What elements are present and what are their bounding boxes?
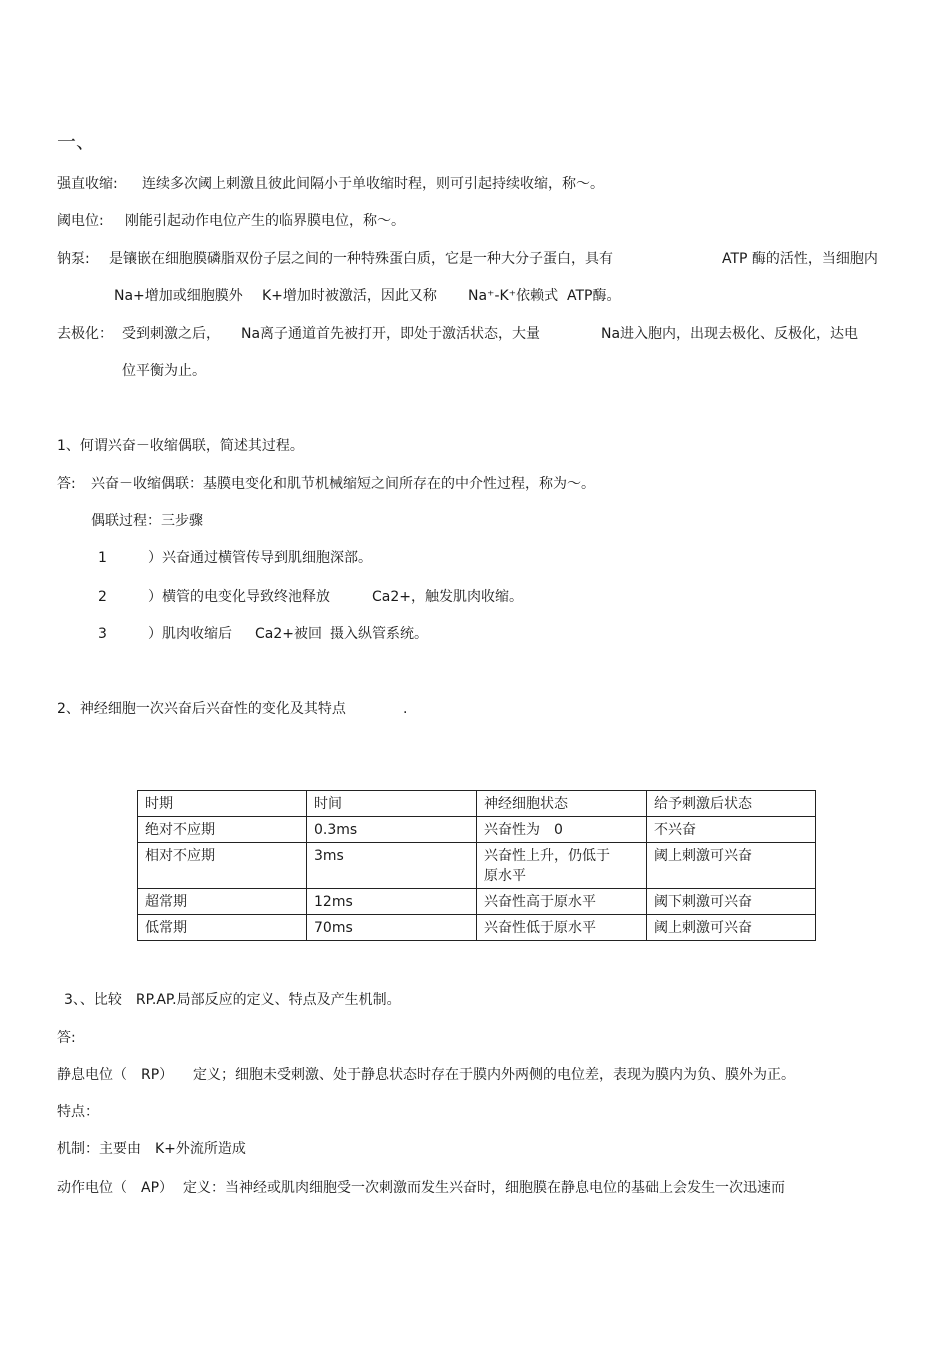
rp-definition: 定义；细胞未受刺激、处于静息状态时存在于膜内外两侧的电位差，表现为膜内为负、膜外为正。: [193, 1067, 795, 1083]
table-cell: 兴奋性为 0: [477, 817, 647, 843]
ap-definition: 定义：当神经或肌肉细胞受一次刺激而发生兴奋时，细胞膜在静息电位的基础上会发生一次迅速而: [183, 1180, 785, 1196]
mechanism-text: 机制：主要由 K+外流所造成: [57, 1141, 246, 1157]
table-cell: 超常期: [138, 889, 307, 915]
definition-pump-line2-b: K+增加时被激活，因此又称: [262, 288, 437, 304]
step-3-text-b: Ca2+被回: [255, 626, 322, 642]
term-tetanus: 强直收缩:: [57, 176, 118, 192]
table-header-cell: 神经细胞状态: [477, 791, 647, 817]
table-cell: 兴奋性高于原水平: [477, 889, 647, 915]
ap-label: 动作电位（ AP）: [57, 1180, 174, 1196]
table-cell: 阈上刺激可兴奋: [647, 915, 816, 941]
table-header-cell: 时期: [138, 791, 307, 817]
rp-label: 静息电位（ RP）: [57, 1067, 174, 1083]
definition-pump-line1: 是镶嵌在细胞膜磷脂双份子层之间的一种特殊蛋白质，它是一种大分子蛋白，具有: [109, 251, 613, 267]
term-threshold: 阈电位:: [57, 213, 104, 229]
table-cell: 绝对不应期: [138, 817, 307, 843]
question-1: 1、何谓兴奋－收缩偶联，简述其过程。: [57, 438, 304, 454]
table-cell: 不兴奋: [647, 817, 816, 843]
definition-threshold: 刚能引起动作电位产生的临界膜电位，称～。: [125, 213, 405, 229]
table-cell: 阈上刺激可兴奋: [647, 843, 816, 889]
table-cell: 阈下刺激可兴奋: [647, 889, 816, 915]
step-2-number: 2: [98, 589, 107, 605]
question-3: 3、、比较 RP.AP.局部反应的定义、特点及产生机制。: [64, 992, 401, 1008]
definition-depol-line1-a: 受到刺激之后，: [122, 326, 220, 342]
section-title: 一、: [57, 131, 96, 153]
question-2: 2、神经细胞一次兴奋后兴奋性的变化及其特点: [57, 701, 346, 717]
answer-1-label: 答:: [57, 476, 76, 492]
definition-tetanus: 连续多次阈上刺激且彼此间隔小于单收缩时程，则可引起持续收缩，称～。: [142, 176, 604, 192]
term-depolarization: 去极化：: [57, 326, 113, 342]
question-2-period: .: [403, 701, 408, 717]
definition-pump-line2-c: Na⁺-K⁺依赖式: [468, 288, 559, 304]
table-cell: 12ms: [307, 889, 477, 915]
definition-pump-line2-a: Na+增加或细胞膜外: [114, 288, 243, 304]
table-row: [138, 843, 816, 889]
definition-pump-line1-b: ATP 酶的活性，当细胞内: [722, 251, 878, 267]
step-1-text: ）兴奋通过横管传导到肌细胞深部。: [148, 550, 372, 566]
definition-depol-line1-b: Na离子通道首先被打开，即处于激活状态，大量: [241, 326, 541, 342]
step-2-text-b: Ca2+，触发肌肉收缩。: [372, 589, 523, 605]
step-1-number: 1: [98, 550, 107, 566]
feature-label: 特点：: [57, 1104, 99, 1120]
table-cell: [477, 843, 647, 889]
table-cell: 0.3ms: [307, 817, 477, 843]
table-row: [138, 915, 816, 941]
term-pump: 钠泵:: [57, 251, 90, 267]
step-2-text-a: ）横管的电变化导致终池释放: [148, 589, 330, 605]
table-header-cell: 时间: [307, 791, 477, 817]
definition-depol-line2: 位平衡为止。: [122, 363, 206, 379]
process-label: 偶联过程：三步骤: [91, 513, 203, 529]
excitability-table: [137, 790, 816, 941]
table-row: [138, 817, 816, 843]
step-3-text-c: 摄入纵管系统。: [330, 626, 428, 642]
table-cell: 3ms: [307, 843, 477, 889]
table-row: [138, 889, 816, 915]
table-cell: 相对不应期: [138, 843, 307, 889]
table-cell: 70ms: [307, 915, 477, 941]
definition-pump-line2-d: ATP酶。: [567, 288, 621, 304]
table-cell-line: 原水平: [484, 868, 526, 884]
table-header-row: [138, 791, 816, 817]
definition-depol-line1-c: Na进入胞内，出现去极化、反极化，达电: [601, 326, 859, 342]
step-3-text-a: ）肌肉收缩后: [148, 626, 232, 642]
table-header-cell: 给予刺激后状态: [647, 791, 816, 817]
table-cell: 低常期: [138, 915, 307, 941]
table-cell-line: 兴奋性上升，仍低于: [484, 848, 610, 864]
answer-3-label: 答:: [57, 1030, 76, 1046]
step-3-number: 3: [98, 626, 107, 642]
table-cell: 兴奋性低于原水平: [477, 915, 647, 941]
answer-1-text: 兴奋－收缩偶联：基膜电变化和肌节机械缩短之间所存在的中介性过程，称为～。: [91, 476, 595, 492]
